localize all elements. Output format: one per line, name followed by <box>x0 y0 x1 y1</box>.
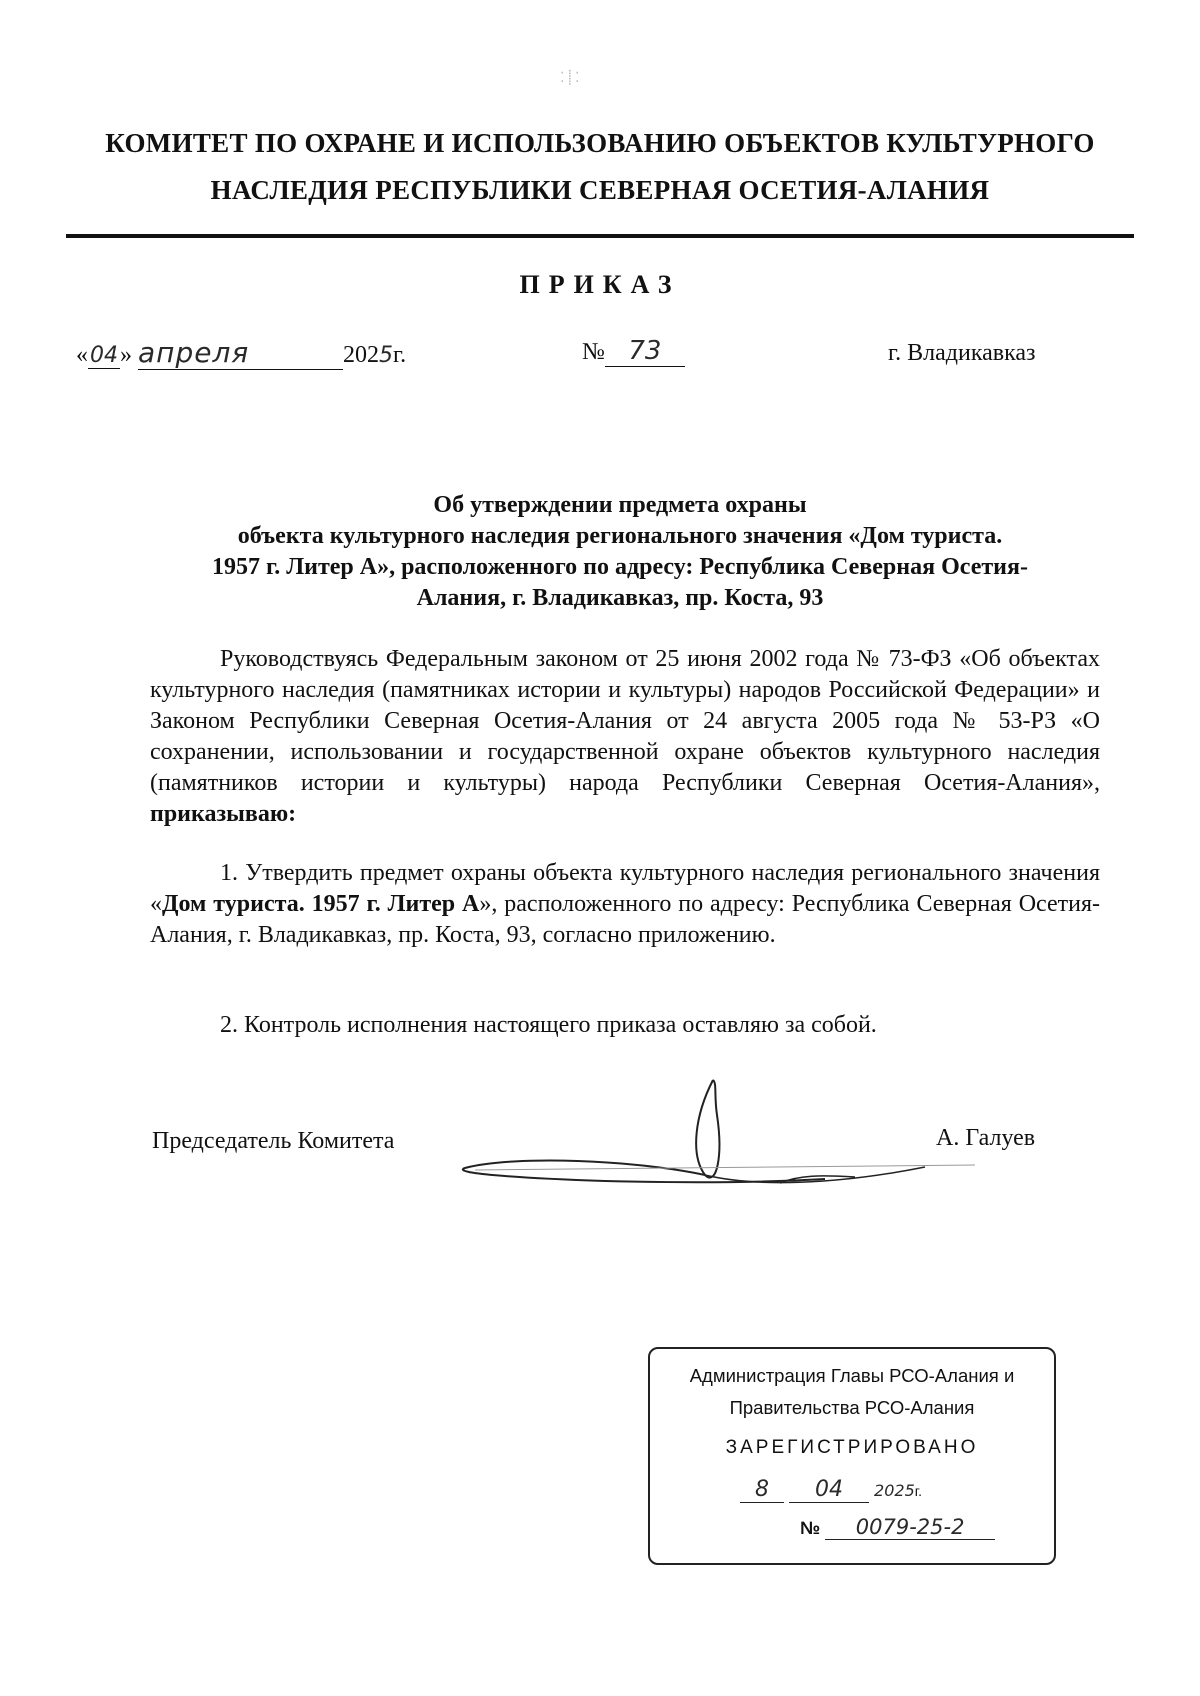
item-1-paragraph <box>150 858 1100 951</box>
stamp-registered: ЗАРЕГИСТРИРОВАНО <box>725 1437 979 1458</box>
organization-line-1: КОМИТЕТ ПО ОХРАНЕ И ИСПОЛЬЗОВАНИЮ ОБЪЕКТОВ КУЛЬТУРНОГО <box>105 128 1095 158</box>
item-1-object-name: Дом туриста. 1957 г. Литер А <box>162 891 480 917</box>
organization-line-2: НАСЛЕДИЯ РЕСПУБЛИКИ СЕВЕРНАЯ ОСЕТИЯ-АЛАНИЯ <box>210 175 990 205</box>
stamp-date <box>740 1477 922 1503</box>
stamp-number-value: 0079-25-2 <box>825 1515 995 1540</box>
subject-line-1: Об утверждении предмета охраны <box>433 492 807 518</box>
stamp-date-year: 2025 <box>874 1481 915 1500</box>
signatory-name: А. Галуев <box>936 1125 1036 1151</box>
registration-stamp <box>648 1347 1056 1565</box>
subject-heading <box>140 490 1100 614</box>
subject-line-4: Алания, г. Владикавказ, пр. Коста, 93 <box>416 585 824 611</box>
order-city: г. Владикавказ <box>888 340 1036 366</box>
date-day: 04 <box>90 343 118 368</box>
document-title: ПРИКАЗ <box>519 270 681 299</box>
order-number-label: № <box>582 339 605 365</box>
signatory-position: Председатель Комитета <box>152 1128 395 1154</box>
stamp-date-year-suffix: г. <box>914 1483 923 1499</box>
item-2-paragraph <box>150 1010 1100 1041</box>
stamp-line-1: Администрация Главы РСО-Алания и <box>689 1365 1015 1386</box>
stamp-number <box>800 1515 995 1540</box>
order-number <box>582 336 685 367</box>
item-2-text: 2. Контроль исполнения настоящего приказа оставляю за собой. <box>220 1012 877 1038</box>
preamble-text: Руководствуясь Федеральным законом от 25 июня 2002 года № 73-ФЗ «Об объектах культурного наследия (памятниках истории и культуры) народов Российской Федерации» и Законом Республики Северная Осетия-Алания от 24 августа 2005 года № 53-РЗ «О сохранении, использовании и государственной охране объектов культурного наследия (памятников истории и культуры) народа Республики Северная Осетия-Алания», <box>150 646 1100 796</box>
preamble-paragraph <box>150 644 1100 830</box>
handwritten-signature <box>455 1075 995 1205</box>
header-divider <box>66 234 1134 238</box>
subject-line-2: объекта культурного наследия регионального значения «Дом туриста. <box>237 523 1003 549</box>
order-date <box>76 336 406 370</box>
preamble-order-word: приказываю: <box>150 801 297 827</box>
date-quote-close: » <box>120 342 132 368</box>
subject-line-3: 1957 г. Литер А», расположенного по адресу: Республика Северная Осетия- <box>212 554 1028 580</box>
scan-mark: ⁚ ⸽ ⁚ <box>560 71 580 86</box>
order-number-value: 73 <box>605 336 685 367</box>
stamp-number-label: № <box>800 1518 821 1538</box>
stamp-date-month: 04 <box>789 1477 869 1503</box>
item-1-text-end: », расположенного по адресу: Республика Северная Осетия-Алания, г. Владикавказ, пр. Коста, 93, согласно приложению. <box>150 891 1100 948</box>
date-year-suffix: 5 <box>379 343 393 368</box>
stamp-date-day: 8 <box>740 1477 784 1503</box>
date-year-end: г. <box>393 342 407 368</box>
date-quote-open: « <box>76 342 88 368</box>
stamp-line-2: Правительства РСО-Алания <box>729 1397 975 1418</box>
date-month: апреля <box>138 336 343 370</box>
date-year-prefix: 202 <box>343 342 379 368</box>
item-1-text-start: 1. Утвердить предмет охраны объекта культурного наследия регионального значения « <box>150 860 1100 917</box>
